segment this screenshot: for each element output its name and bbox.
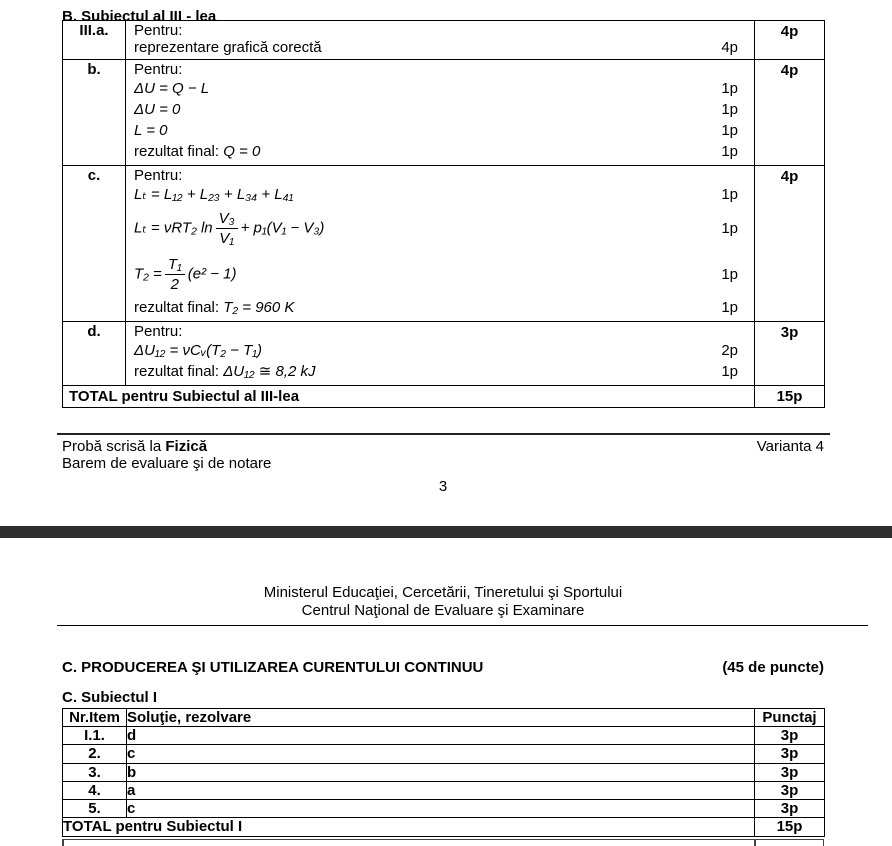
formula-text: ΔU = Q − L — [134, 80, 210, 98]
line-points: 1p — [721, 122, 738, 140]
total-score: 15p — [755, 385, 825, 407]
formula-pre: Lₜ = νRT₂ ln — [134, 219, 213, 237]
line-points: 1p — [721, 101, 738, 119]
answer-row — [63, 781, 825, 799]
header-score: Punctaj — [755, 708, 825, 726]
result-text — [134, 363, 316, 380]
fraction-denominator: 2 — [170, 276, 179, 293]
ministry-header — [62, 584, 824, 620]
answer-item: 5. — [63, 800, 127, 818]
formula-text: ΔU₁₂ ≅ 8,2 kJ — [223, 363, 316, 381]
row-score: 3p — [755, 321, 825, 385]
criterion-body — [126, 21, 755, 60]
ministry-line1: Ministerul Educaţiei, Cercetării, Tineretului şi Sportului — [263, 583, 623, 601]
rubric-row-b — [63, 59, 825, 165]
criterion-text: Pentru: — [134, 60, 183, 78]
formula-line — [134, 79, 754, 100]
answer-item: I.1. — [63, 727, 127, 745]
result-text — [134, 299, 294, 316]
section-title-subiectul-3: B. Subiectul al III - lea — [62, 8, 217, 25]
answer-solution: c — [127, 800, 755, 818]
formula-text: ΔU = 0 — [134, 101, 181, 119]
answers-header-row — [63, 708, 825, 726]
rubric-row-d — [63, 321, 825, 385]
total-label: TOTAL pentru Subiectul al III-lea — [63, 385, 755, 407]
criterion-text: Pentru: — [134, 166, 183, 184]
footer-rule — [57, 433, 830, 435]
total-label: TOTAL pentru Subiectul I — [63, 818, 755, 836]
answer-solution: c — [127, 745, 755, 763]
formula-text — [134, 210, 324, 248]
rubric-table — [62, 20, 825, 408]
criterion-text: reprezentare grafică corectă — [134, 39, 322, 57]
criterion-line — [134, 167, 754, 185]
formula-post: + p₁(V₁ − V₃) — [240, 219, 325, 237]
line-points: 1p — [721, 363, 738, 381]
answers-table — [62, 708, 825, 837]
exam-subject: Fizică — [165, 437, 208, 455]
line-points: 1p — [721, 80, 738, 98]
criterion-id: III.a. — [63, 21, 126, 60]
formula-line-fraction — [134, 206, 754, 252]
answer-row — [63, 800, 825, 818]
answer-score: 3p — [755, 745, 825, 763]
criterion-line — [134, 39, 754, 56]
rubric-total-row — [63, 385, 825, 407]
answer-score: 3p — [755, 727, 825, 745]
answer-score: 3p — [755, 763, 825, 781]
answers-total-row — [63, 818, 825, 836]
criterion-line — [134, 61, 754, 79]
answer-score: 3p — [755, 781, 825, 799]
answer-solution: d — [127, 727, 755, 745]
footer — [62, 438, 824, 455]
formula-text: Q = 0 — [223, 143, 261, 161]
criterion-id: b. — [63, 59, 126, 165]
criterion-text: Pentru: — [134, 322, 183, 340]
row-score: 4p — [755, 165, 825, 321]
line-points: 1p — [721, 143, 738, 161]
answer-item: 3. — [63, 763, 127, 781]
total-score: 15p — [755, 818, 825, 836]
criterion-id: d. — [63, 321, 126, 385]
result-line — [134, 142, 754, 163]
line-points: 1p — [721, 219, 738, 237]
line-points: 2p — [721, 342, 738, 360]
criterion-body — [126, 59, 755, 165]
formula-text: L = 0 — [134, 122, 168, 140]
fraction-denominator: V₁ — [219, 230, 234, 247]
formula-post: (e² − 1) — [187, 265, 237, 283]
answer-item: 4. — [63, 781, 127, 799]
formula-line-fraction — [134, 252, 754, 298]
answer-row — [63, 763, 825, 781]
criterion-body — [126, 321, 755, 385]
variant-label: Varianta 4 — [756, 437, 824, 455]
exam-type-label: Probă scrisă la Fizică — [62, 437, 208, 455]
formula-line — [134, 341, 754, 362]
footer-line2: Barem de evaluare şi de notare — [62, 454, 272, 472]
answer-score: 3p — [755, 800, 825, 818]
line-points: 1p — [721, 186, 738, 204]
formula-text — [134, 256, 236, 294]
result-label: rezultat final: — [134, 143, 220, 161]
criterion-line — [134, 323, 754, 341]
criterion-id: c. — [63, 165, 126, 321]
criterion-body — [126, 165, 755, 321]
page-number: 3 — [438, 477, 448, 495]
line-points: 4p — [721, 39, 738, 57]
fraction — [165, 256, 185, 294]
header-item: Nr.Item — [63, 708, 127, 726]
result-text — [134, 143, 260, 160]
header-rule — [57, 625, 868, 626]
result-line — [134, 362, 754, 383]
answer-solution: b — [127, 763, 755, 781]
formula-line — [134, 121, 754, 142]
chapter-points: (45 de puncte) — [722, 658, 824, 676]
fraction-numerator: T₁ — [165, 256, 185, 275]
formula-line — [134, 100, 754, 121]
fraction-numerator: V₃ — [216, 210, 238, 229]
page-separator-bar — [0, 526, 892, 538]
criterion-text: Pentru: — [134, 22, 183, 39]
row-score: 4p — [755, 59, 825, 165]
row-score: 4p — [755, 21, 825, 60]
answer-row — [63, 727, 825, 745]
subject-title: C. Subiectul I — [62, 688, 158, 706]
chapter-heading — [62, 659, 824, 678]
answer-solution: a — [127, 781, 755, 799]
rubric-row-c — [63, 165, 825, 321]
header-solution: Soluţie, rezolvare — [127, 708, 755, 726]
next-table-cutoff — [62, 839, 824, 845]
ministry-line2: Centrul Naţional de Evaluare şi Examinare — [301, 601, 585, 619]
fraction — [216, 210, 238, 248]
formula-text: ΔU₁₂ = νCᵥ(T₂ − T₁) — [134, 342, 262, 360]
chapter-title: C. PRODUCEREA ŞI UTILIZAREA CURENTULUI CONTINUU — [62, 658, 484, 676]
formula-text: T₂ = 960 K — [223, 299, 295, 317]
result-label: rezultat final: — [134, 363, 220, 381]
result-label: rezultat final: — [134, 299, 220, 317]
formula-pre: T₂ = — [134, 265, 162, 283]
criterion-line — [134, 22, 754, 39]
answer-item: 2. — [63, 745, 127, 763]
result-line — [134, 298, 754, 319]
rubric-row-IIIa — [63, 21, 825, 60]
line-points: 1p — [721, 265, 738, 283]
formula-text: Lₜ = L₁₂ + L₂₃ + L₃₄ + L₄₁ — [134, 186, 294, 204]
line-points: 1p — [721, 299, 738, 317]
answer-row — [63, 745, 825, 763]
formula-line — [134, 185, 754, 206]
